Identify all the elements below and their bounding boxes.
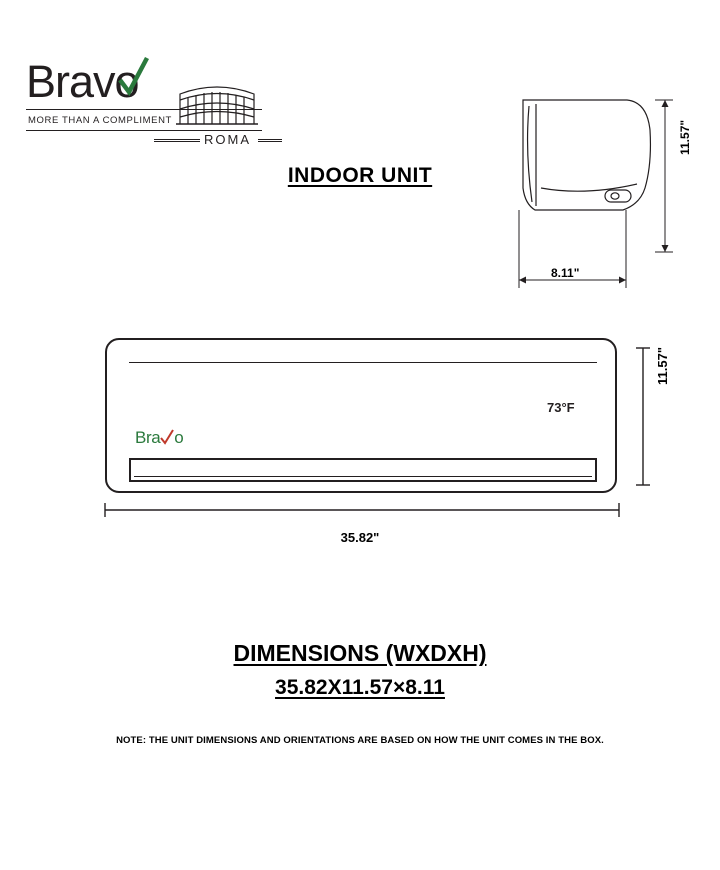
colosseum-icon — [174, 78, 260, 128]
logo-wordmark-text: Bravo — [26, 56, 139, 107]
temperature-display: 73°F — [547, 400, 575, 415]
logo-divider-bottom — [26, 130, 262, 131]
side-depth-dimension-label: 8.11" — [551, 266, 580, 280]
dimensions-heading: DIMENSIONS (WXDXH) — [233, 640, 487, 666]
front-view-drawing — [95, 330, 665, 550]
side-height-dimension-label: 11.57" — [678, 119, 692, 155]
side-view-svg — [505, 92, 690, 297]
dimensions-note: NOTE: THE UNIT DIMENSIONS AND ORIENTATIONS ARE BASED ON HOW THE UNIT COMES IN THE BOX. — [116, 735, 604, 746]
page-title: INDOOR UNIT — [287, 164, 433, 187]
front-view-dimension-svg — [95, 330, 665, 550]
roma-rule-right — [258, 139, 282, 142]
front-width-dimension-label: 35.82" — [340, 530, 380, 545]
roma-label: ROMA — [204, 132, 251, 147]
check-mark-icon — [116, 56, 150, 100]
front-height-dimension-label: 11.57" — [655, 347, 670, 385]
dimensions-values: 35.82X11.57×8.11 — [275, 676, 445, 699]
side-view-drawing — [505, 92, 690, 297]
unit-brand-suffix: o — [174, 428, 184, 447]
roma-rule-left — [154, 139, 200, 142]
logo-tagline: MORE THAN A COMPLIMENT — [28, 115, 172, 126]
unit-brand-text: Bra — [135, 428, 161, 447]
bravo-logo — [26, 56, 266, 147]
